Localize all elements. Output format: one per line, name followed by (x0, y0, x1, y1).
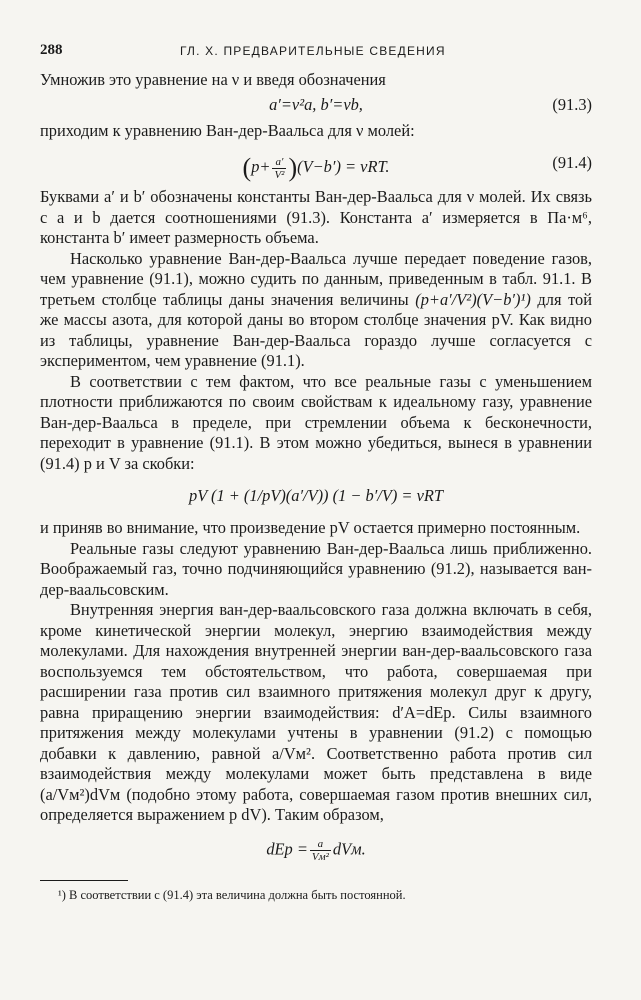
page-header (40, 38, 592, 64)
paragraph-comparison: Насколько уравнение Ван-дер-Ваальса лучше передает поведение газов, чем уравнение (91.1), можно судить по данным, приведенным в табл. 91.1. В третьем столбце таблицы даны значения величины (p+a′/V²)(V−b′)¹) для той же массы азота, для которой даны во втором столбце значения pV. Как видно из таблицы, уравнение Ван-дер-Ваальса гораздо лучше согласуется с экспериментом, чем уравнение (91.1). (40, 248, 592, 370)
equation-dEp-body: dEp = $\frac{a}{\text{Vм²}}$ dVм. (266, 837, 366, 863)
book-page (40, 38, 592, 903)
equation-91-4-body: (p+ $\frac{a'}{\text{V²}}$ )(V−b′) = νRT. (242, 153, 390, 182)
paragraph-pv-constant: и приняв во внимание, что произведение pV остается примерно постоянным. (40, 518, 581, 537)
equation-pv-factored (40, 476, 592, 516)
equation-91-3 (40, 93, 592, 119)
paragraph-van-der-waals-intro: приходим к уравнению Ван-дер-Ваальса для ν молей: (40, 120, 415, 140)
paragraph-constants: Буквами a′ и b′ обозначены константы Ван-дер-Ваальса для ν молей. Их связь с a и b дается соотношениями (91.3). Константа a′ измеряется в Па·м⁶, константа b′ имеет размерность объема. (40, 187, 592, 247)
running-title: ГЛ. X. ПРЕДВАРИТЕЛЬНЫЕ СВЕДЕНИЯ (180, 44, 446, 58)
paragraph-real-gases: Реальные газы следуют уравнению Ван-дер-Ваальса лишь приближенно. Воображаемый газ, точно подчиняющийся уравнению (91.2), называется ван-дер-ваальсовским. (40, 538, 592, 599)
paragraph-internal-energy: Внутренняя энергия ван-дер-ваальсовского газа должна включать в себя, кроме кинетической энергии молекул, энергию взаимодействия между молекулами. Для нахождения внутренней энергии ван-дер-ваальсовского газа воспользуемся тем обстоятельством, что работа, совершаемая при расширении газа против сил взаимного притяжения молекул друг к другу, равна приращению энергии взаимодействия: d′A=dEp. Силы взаимного притяжения между молекулами учтены в уравнении (91.2) с помощью добавки к давлению, равной a/Vм². Соответственно работа против сил взаимодействия между молекулами может быть представлена в виде (a/Vм²)dVм (подобно этому работа, совершаемая газом против внешних сил, определяется выражением p dV). Таким образом, (40, 600, 592, 824)
paragraph-intro: Умножив это уравнение на ν и введя обозначения (40, 70, 386, 89)
equation-91-3-body: a′=ν²a, b′=νb, (269, 94, 363, 114)
eq-dEp-fraction: $\frac{a}{\text{Vм²}}$ (311, 837, 329, 863)
eq-91-4-right: (V−b′) = νRT. (297, 156, 390, 176)
eq-91-4-fraction: $\frac{a'}{\text{V²}}$ (274, 155, 285, 181)
footnote-divider (40, 880, 128, 881)
page-number: 288 (40, 42, 63, 58)
equation-dEp (40, 828, 592, 868)
inline-formula-quantity: (p+a′/V²)(V−b′)¹) (415, 289, 531, 309)
equation-number-91-3: (91.3) (552, 94, 592, 114)
paragraph-limit: В соответствии с тем фактом, что все реальные газы с уменьшением плотности приближаются по своим свойствам к идеальному газу, уравнение Ван-дер-Ваальса в пределе, при стремлении объема к бесконечности, переходит в уравнение (91.1). В этом можно убедиться, вынеся в уравнении (91.4) p и V за скобки: (40, 371, 592, 473)
equation-pv-factored-body: pV (1 + (1/pV)(a′/V)) (1 − b′/V) = νRT (189, 486, 443, 505)
equation-number-91-4: (91.4) (552, 153, 592, 172)
equation-91-4 (40, 143, 592, 183)
eq-91-4-left: p+ (251, 156, 271, 176)
footnote: ¹) В соответствии с (91.4) эта величина должна быть постоянной. (58, 887, 406, 902)
